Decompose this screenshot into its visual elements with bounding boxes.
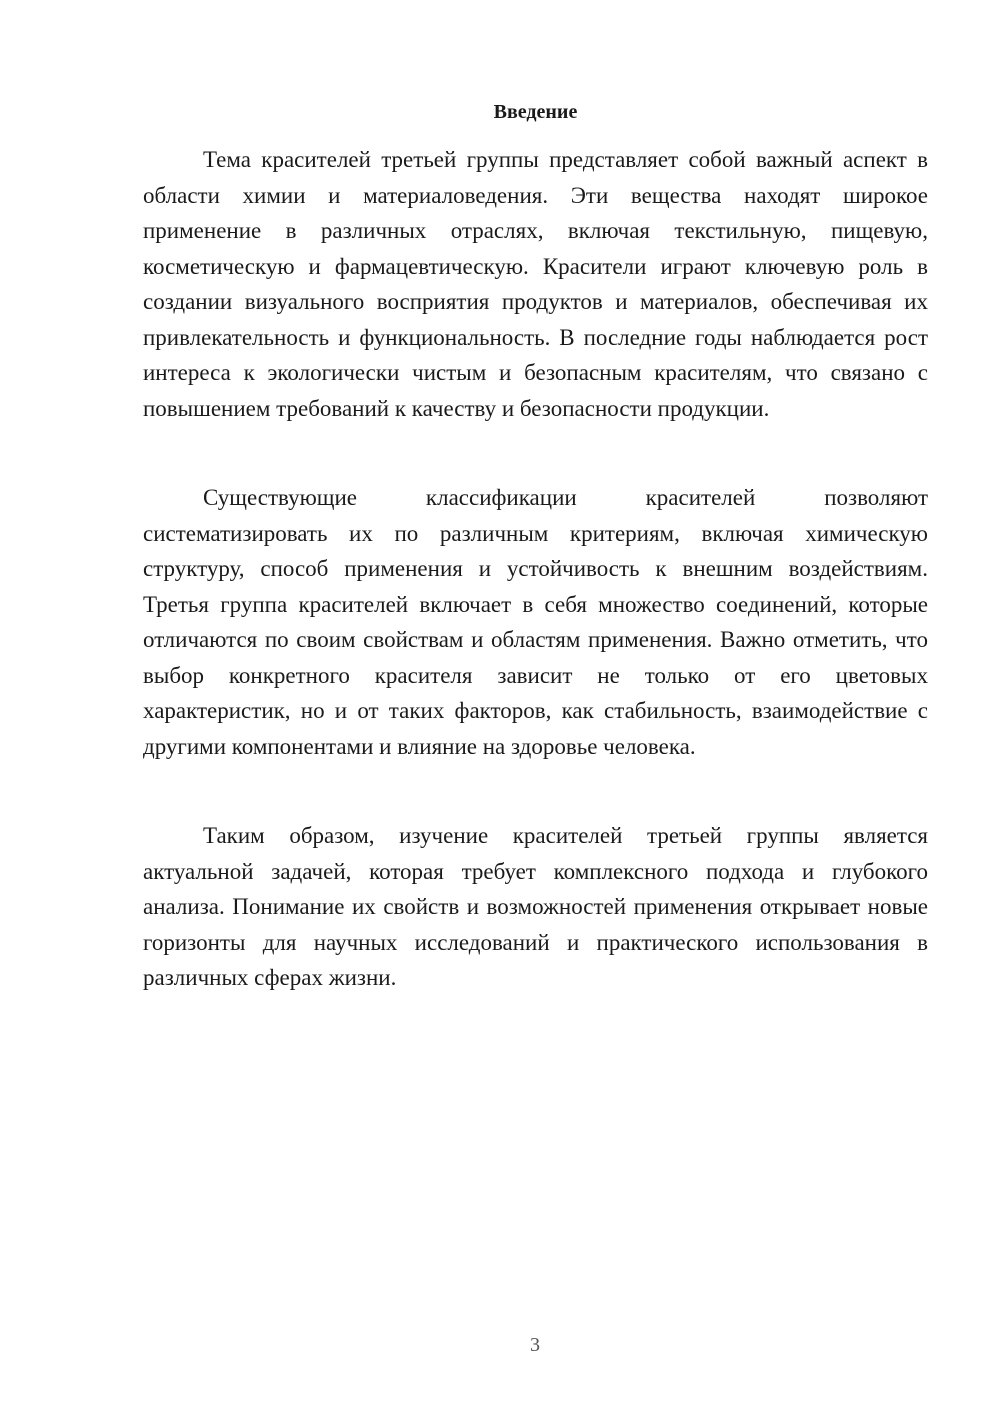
paragraph-1: Тема красителей третьей группы представляет собой важный аспект в области химии и материаловедения. Эти вещества находят широкое применение в различных отраслях, включая текстильную, пищевую, косметическую и фармацевтическую. Красители играют ключевую роль в создании визуального восприятия продуктов и материалов, обеспечивая их привлекательность и функциональность. В последние годы наблюдается рост интереса к экологически чистым и безопасным красителям, что связано с повышением требований к качеству и безопасности продукции. — [143, 147, 928, 421]
paragraph-3: Таким образом, изучение красителей третьей группы является актуальной задачей, которая требует комплексного подхода и глубокого анализа. Понимание их свойств и возможностей применения открывает новые горизонты для научных исследований и практического использования в различных сферах жизни. — [143, 823, 928, 990]
page-number: 3 — [530, 1334, 540, 1356]
paragraph-2: Существующие классификации красителей позволяют систематизировать их по различным критериям, включая химическую структуру, способ применения и устойчивость к внешним воздействиям. Третья группа красителей включает в себя множество соединений, которые отличаются по своим свойствам и областям применения. Важно отметить, что выбор конкретного красителя зависит не только от его цветовых характеристик, но и от таких факторов, как стабильность, взаимодействие с другими компонентами и влияние на здоровье человека. — [143, 485, 928, 759]
section-heading: Введение — [493, 101, 578, 123]
